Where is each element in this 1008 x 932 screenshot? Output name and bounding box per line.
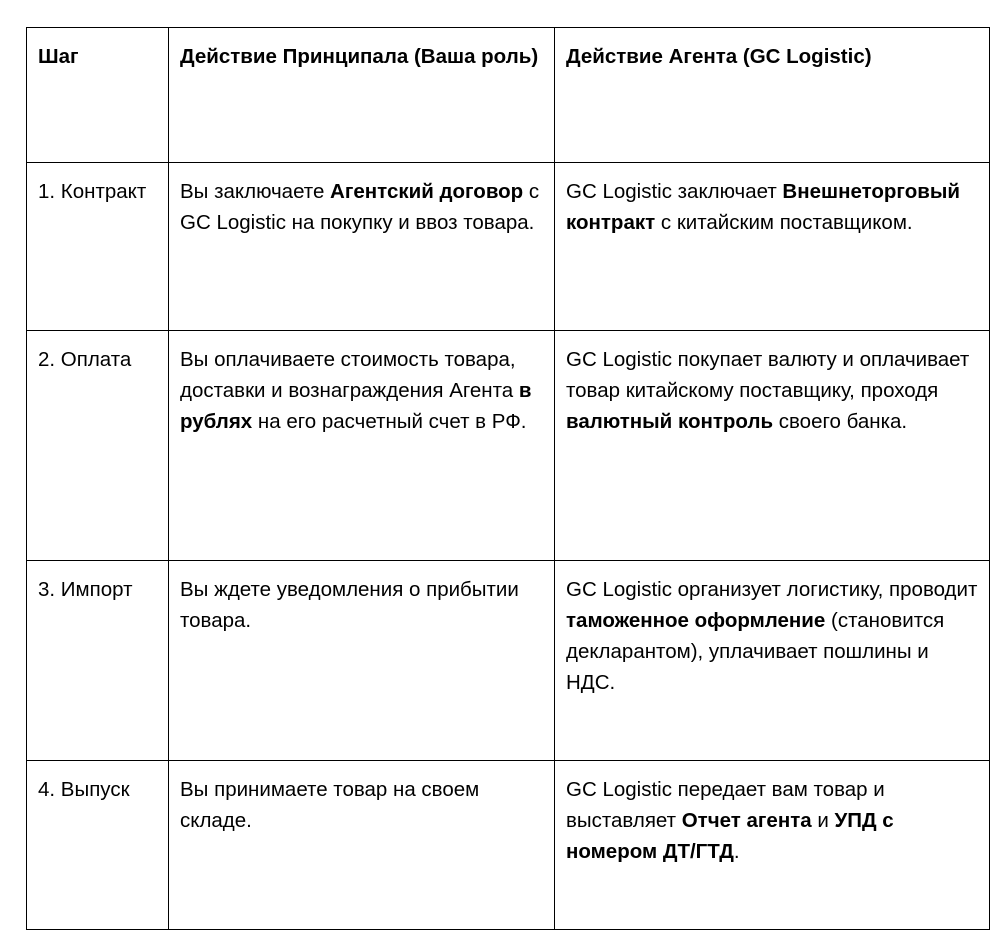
emphasized-text: таможенное оформление — [566, 609, 826, 632]
principal-action-cell — [169, 761, 555, 930]
step-cell: 1. Контракт — [27, 163, 169, 331]
principal-action-cell — [169, 561, 555, 761]
cell-text: Вы принимаете товар на своем складе. — [180, 778, 480, 832]
table-header-row — [27, 28, 990, 163]
table-row — [27, 761, 990, 930]
cell-text: Вы заключаете — [180, 180, 331, 203]
emphasized-text: УПД с номером ДТ/ГТД — [566, 809, 894, 863]
cell-text: . — [733, 840, 740, 863]
cell-text: Вы оплачиваете стоимость товара, доставки и вознаграждения Агента — [180, 348, 519, 402]
step-cell: 4. Выпуск — [27, 761, 169, 930]
agent-action-cell — [555, 561, 990, 761]
cell-text: (становится декларантом), уплачивает пошлины и НДС. — [566, 609, 945, 694]
principal-action-cell — [169, 331, 555, 561]
cell-text: с GC Logistic на покупку и ввоз товара. — [180, 180, 540, 234]
table-row — [27, 163, 990, 331]
cell-text: Вы ждете уведомления о прибытии товара. — [180, 578, 519, 632]
header-principal-action: Действие Принципала (Ваша роль) — [169, 28, 555, 163]
step-cell: 2. Оплата — [27, 331, 169, 561]
table-row — [27, 561, 990, 761]
agent-action-cell — [555, 761, 990, 930]
cell-text: GC Logistic передает вам товар и выставляет — [566, 778, 885, 832]
cell-text: GC Logistic организует логистику, проводит — [566, 578, 978, 601]
table-row — [27, 331, 990, 561]
emphasized-text: в рублях — [180, 379, 532, 433]
step-cell: 3. Импорт — [27, 561, 169, 761]
cell-text: своего банка. — [773, 410, 908, 433]
emphasized-text: Агентский договор — [330, 180, 524, 203]
cell-text: и — [811, 809, 835, 832]
cell-text: GC Logistic покупает валюту и оплачивает товар китайскому поставщику, проходя — [566, 348, 970, 402]
agent-action-cell — [555, 163, 990, 331]
cell-text: GC Logistic заключает — [566, 180, 783, 203]
emphasized-text: валютный контроль — [566, 410, 774, 433]
cell-text: на его расчетный счет в РФ. — [252, 410, 527, 433]
agent-action-cell — [555, 331, 990, 561]
cell-text: с китайским поставщиком. — [655, 211, 913, 234]
principal-agent-steps-table — [26, 27, 990, 930]
emphasized-text: Отчет агента — [681, 809, 812, 832]
emphasized-text: Внешнеторговый контракт — [566, 180, 960, 234]
principal-action-cell — [169, 163, 555, 331]
header-step: Шаг — [27, 28, 169, 163]
header-agent-action: Действие Агента (GC Logistic) — [555, 28, 990, 163]
